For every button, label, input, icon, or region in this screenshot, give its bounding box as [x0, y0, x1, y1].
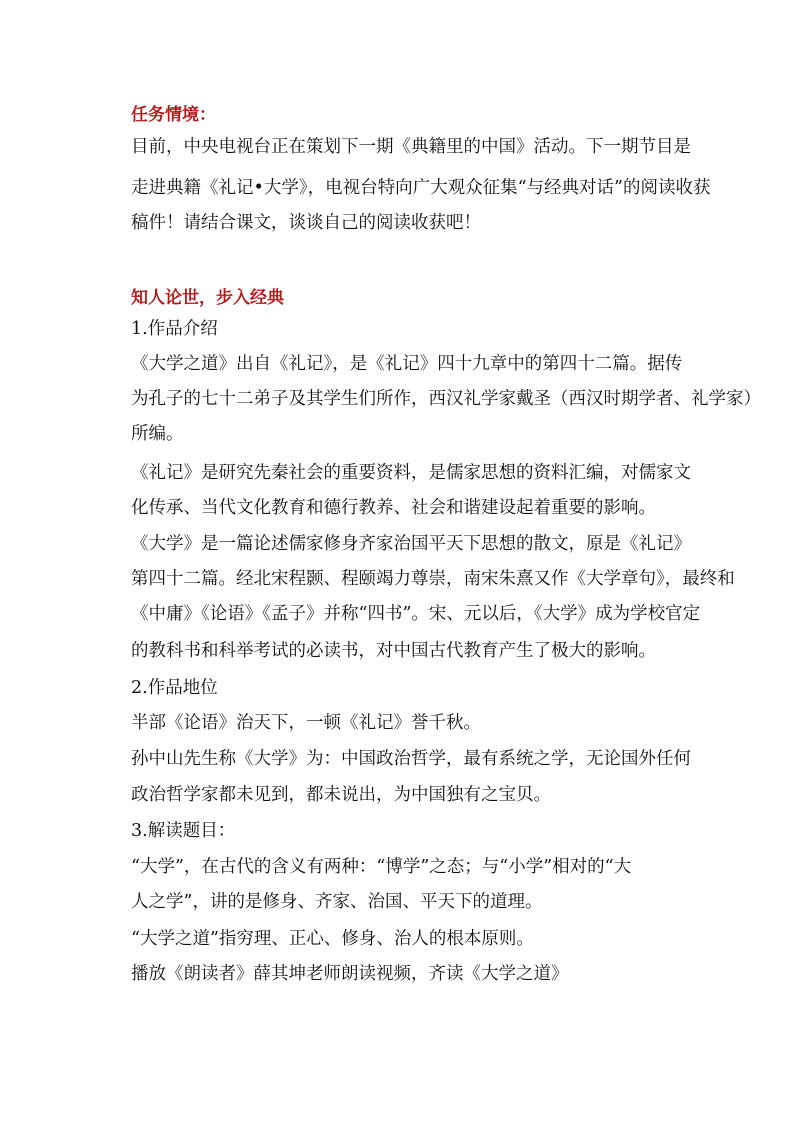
section-heading-context: 知人论世，步入经典: [131, 288, 284, 308]
p3-line-3: 《中庸》《论语》《孟子》并称“四书”。宋、元以后，《大学》成为学校官定: [131, 604, 701, 624]
p1-line-1: 《大学之道》出自《礼记》，是《礼记》四十九章中的第四十二篇。据传: [131, 354, 683, 374]
p5-line-1: 孙中山先生称《大学》为：中国政治哲学，最有系统之学，无论国外任何: [131, 749, 691, 769]
task-context-line-3: 稿件！请结合课文，谈谈自己的阅读收获吧！: [131, 213, 481, 233]
p2-line-1: 《礼记》是研究先秦社会的重要资料，是儒家思想的资料汇编，对儒家文: [131, 463, 691, 483]
item-2-title: 2.作品地位: [131, 678, 218, 698]
p5-line-2: 政治哲学家都未见到，都未说出，为中国独有之宝贝。: [131, 785, 551, 805]
task-context-heading: 任务情境：: [131, 105, 216, 125]
task-context-line-1: 目前，中央电视台正在策划下一期《典籍里的中国》活动。下一期节目是: [131, 137, 691, 157]
p3-line-4: 的教科书和科举考试的必读书，对中国古代教育产生了极大的影响。: [131, 641, 656, 661]
p1-line-2: 为孔子的七十二弟子及其学生们所作，西汉礼学家戴圣（西汉时期学者、礼学家）: [131, 389, 761, 409]
p3-line-1: 《大学》是一篇论述儒家修身齐家治国平天下思想的散文，原是《礼记》: [131, 534, 691, 554]
item-3-title: 3.解读题目：: [131, 821, 236, 841]
p3-line-2: 第四十二篇。经北宋程颢、程颐竭力尊崇，南宋朱熹又作《大学章句》，最终和: [131, 569, 735, 589]
p6-line-1: “大学”，在古代的含义有两种：“博学”之态；与“小学”相对的“大: [131, 857, 632, 877]
p4-line-1: 半部《论语》治天下，一顿《礼记》誉千秋。: [131, 713, 481, 733]
p6-line-2: 人之学”，讲的是修身、齐家、治国、平天下的道理。: [131, 892, 543, 912]
p7-line-1: “大学之道”指穷理、正心、修身、治人的根本原则。: [131, 929, 534, 949]
p1-line-3: 所编。: [131, 424, 184, 444]
p8-line-1: 播放《朗读者》薛其坤老师朗读视频，齐读《大学之道》: [131, 964, 569, 984]
item-1-title: 1.作品介绍: [131, 319, 218, 339]
task-context-line-2: 走进典籍《礼记•大学》，电视台特向广大观众征集“与经典对话”的阅读收获: [131, 178, 711, 198]
p2-line-2: 化传承、当代文化教育和德行教养、社会和谐建设起着重要的影响。: [131, 498, 656, 518]
